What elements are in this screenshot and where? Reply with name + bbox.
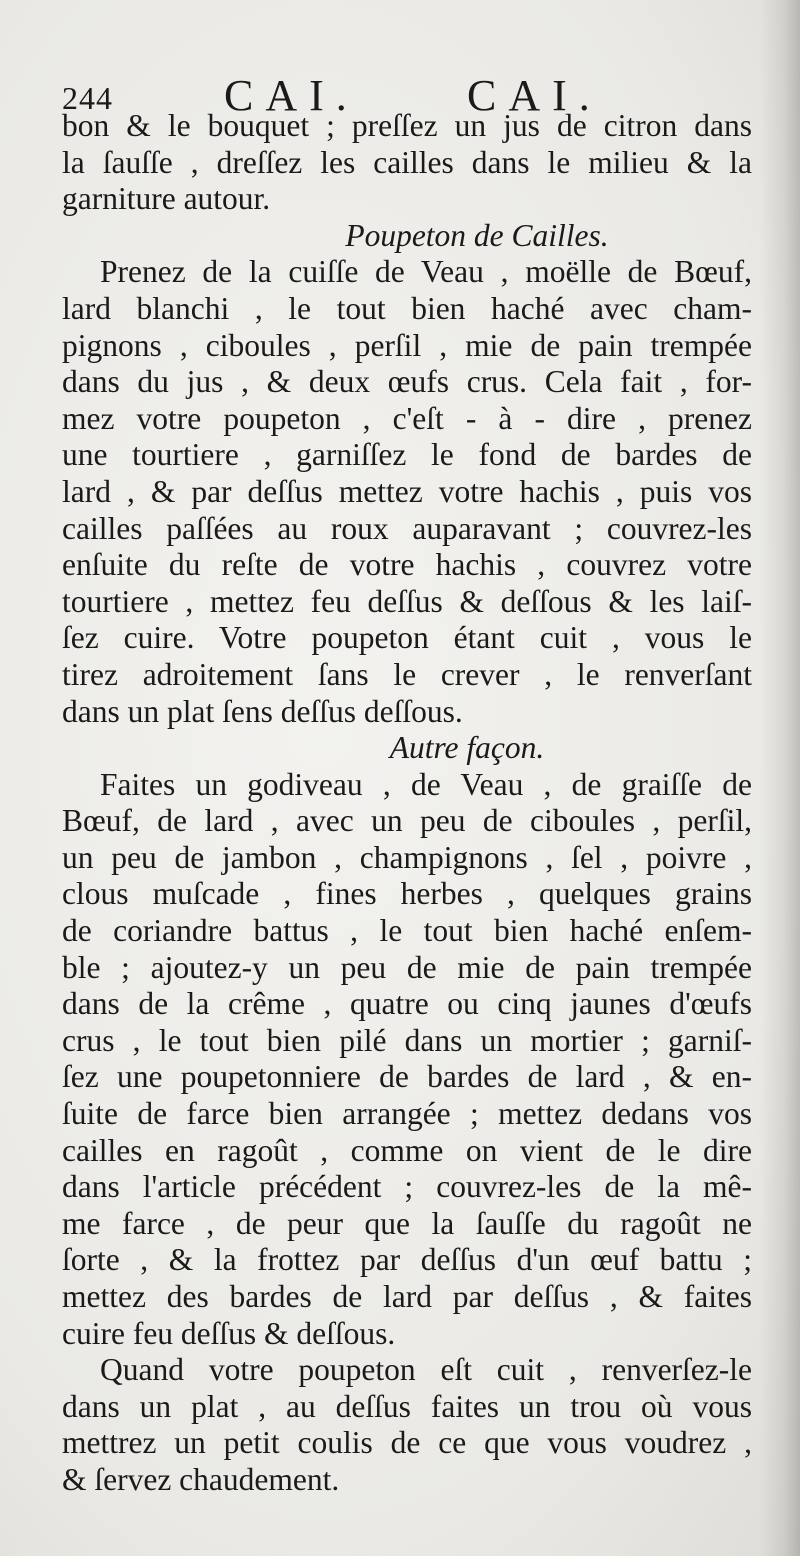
text-line: tourtiere , mettez feu deſſus & deſſous & les laiſ-	[62, 583, 752, 619]
text-line: dans un plat ſens deſſus deſſous.	[62, 693, 463, 729]
text-line: mettez des bardes de lard par deſſus , & faites	[62, 1279, 752, 1314]
text-line: Quand votre poupeton eſt cuit , renverſez-le	[100, 1352, 752, 1388]
text-line: ſez cuire. Votre poupeton étant cuit , vous le	[62, 620, 752, 656]
text-line: Faites un godiveau , de Veau , de graiſſe de	[100, 766, 752, 802]
page-gutter-shadow	[760, 0, 800, 1556]
text-line: de coriandre battus , le tout bien haché enſem-	[62, 913, 752, 949]
text-line: tirez adroitement ſans le crever , le renverſant	[62, 656, 752, 692]
text-line: cailles paſſées au roux auparavant ; couvrez-les	[62, 510, 752, 546]
text-line: la ſauſſe , dreſſez les cailles dans le milieu & la	[62, 144, 752, 180]
text-line: me farce , de peur que la ſauſſe du ragoût ne	[62, 1205, 752, 1241]
section-title: Autre façon.	[389, 730, 545, 766]
page-number: 244	[62, 80, 113, 116]
text-line: ble ; ajoutez-y un peu de mie de pain trempée	[62, 949, 752, 985]
text-line: dans l'article précédent ; couvrez-les de la mê-	[62, 1169, 752, 1205]
text-line: clous muſcade , fines herbes , quelques grains	[62, 876, 752, 912]
text-line: ſorte , & la frottez par deſſus d'un œuf battu ;	[62, 1242, 752, 1278]
text-line: cailles en ragoût , comme on vient de le dire	[62, 1132, 752, 1168]
running-head-left: CAI.	[224, 71, 359, 120]
text-line: Prenez de la cuiſſe de Veau , moëlle de Bœuf,	[100, 254, 752, 290]
section-title: Poupeton de Cailles.	[345, 217, 609, 253]
text-line: lard blanchi , le tout bien haché avec cham-	[62, 290, 752, 326]
text-line: mettrez un petit coulis de ce que vous voudrez ,	[62, 1425, 752, 1461]
text-line: enſuite du reſte de votre hachis , couvrez votre	[62, 547, 752, 583]
text-line: Bœuf, de lard , avec un peu de ciboules , perſil,	[62, 803, 752, 839]
running-head-right: CAI.	[467, 71, 602, 120]
text-line: ſez une poupetonniere de bardes de lard , & en-	[62, 1059, 752, 1095]
text-line: dans du jus , & deux œufs crus. Cela fait , for-	[62, 364, 752, 400]
body-text	[62, 108, 752, 1499]
text-line: cuire feu deſſus & deſſous.	[62, 1315, 396, 1351]
text-line: lard , & par deſſus mettez votre hachis , puis vos	[62, 473, 752, 509]
text-line: ſuite de farce bien arrangée ; mettez dedans vos	[62, 1096, 752, 1132]
text-line: crus , le tout bien pilé dans un mortier ; garniſ-	[62, 1022, 752, 1058]
text-line: mez votre poupeton , c'eſt - à - dire , prenez	[62, 400, 752, 436]
text-line: & ſervez chaudement.	[62, 1461, 340, 1497]
text-line: garniture autour.	[62, 181, 271, 217]
text-line: dans de la crême , quatre ou cinq jaunes d'œufs	[62, 986, 752, 1022]
text-line: un peu de jambon , champignons , ſel , poivre ,	[62, 839, 752, 875]
text-line: pignons , ciboules , perſil , mie de pain trempée	[62, 327, 752, 363]
text-line: bon & le bouquet ; preſſez un jus de citron dans	[62, 108, 752, 143]
text-line: dans un plat , au deſſus faites un trou où vous	[62, 1388, 752, 1424]
text-line: une tourtiere , garniſſez le fond de bardes de	[62, 437, 752, 473]
